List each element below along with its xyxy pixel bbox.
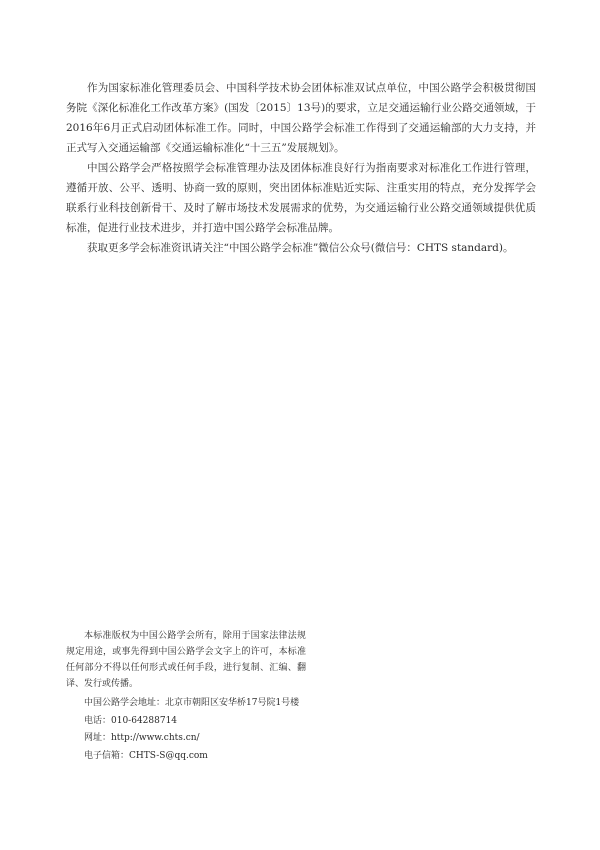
intro-paragraph-2: 中国公路学会严格按照学会标准管理办法及团体标准良好行为指南要求对标准化工作进行管理，遵循开放、公平、透明、协商一致的原则，突出团体标准贴近实际、注重实用的特点，充分发挥学会联系行业科技创新骨干、及时了解市场技术发展需求的优势，为交通运输行业公路交通领域提供优质标准，促进行业技术进步，并打造中国公路学会标准品牌。	[66, 162, 536, 234]
contact-phone: 电话：010-64288714	[84, 715, 178, 726]
contact-website: 网址：http://www.chts.cn/	[84, 733, 200, 743]
introduction-text	[66, 78, 536, 258]
copyright-text: 本标准版权为中国公路学会所有，除用于国家法律法规规定用途，或事先得到中国公路学会文字上的许可，本标准任何部分不得以任何形式或任何手段，进行复制、汇编、翻译、发行或传播。	[66, 631, 306, 689]
copyright-notice	[66, 628, 306, 692]
contact-email: 电子信箱：CHTS-S@qq.com	[84, 750, 208, 761]
intro-paragraph-1: 作为国家标准化管理委员会、中国科学技术协会团体标准双试点单位，中国公路学会积极贯彻国务院《深化标准化工作改革方案》(国发〔2015〕13号)的要求，立足交通运输行业公路交通领域，于2016年6月正式启动团体标准工作。同时，中国公路学会标准工作得到了交通运输部的大力支持，并正式写入交通运输部《交通运输标准化“十三五”发展规划》。	[66, 82, 536, 154]
contact-address: 中国公路学会地址：北京市朝阳区安华桥17号院1号楼	[84, 698, 300, 708]
contact-info	[84, 695, 299, 765]
intro-paragraph-3: 获取更多学会标准资讯请关注“中国公路学会标准”微信公众号(微信号：CHTS standard)。	[87, 242, 514, 254]
